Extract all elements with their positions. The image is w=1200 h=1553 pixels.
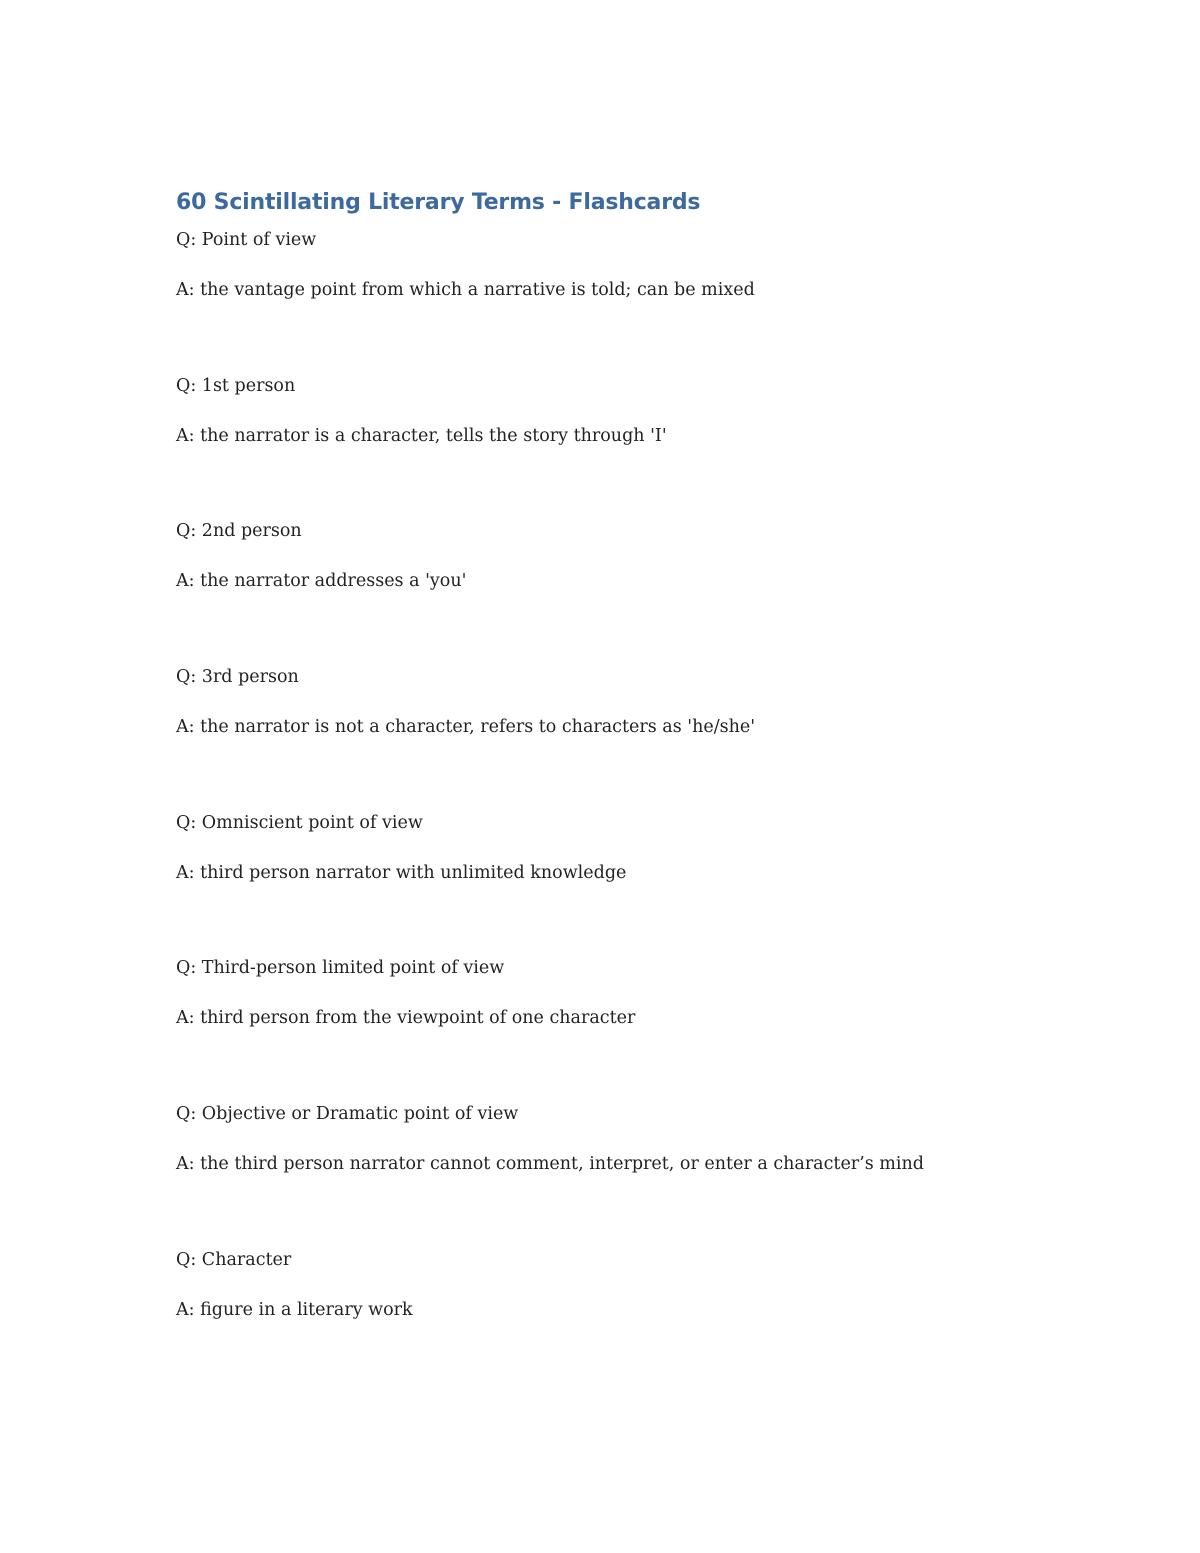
flashcard xyxy=(176,1102,1076,1248)
flashcard-question: Q: Point of view xyxy=(176,230,317,250)
flashcard-answer: A: third person from the viewpoint of one character xyxy=(176,1008,636,1029)
flashcard-question: Q: Omniscient point of view xyxy=(176,812,423,833)
flashcard xyxy=(176,519,1076,665)
flashcard-answer: A: the narrator addresses a 'you' xyxy=(176,571,467,592)
flashcard-answer: A: the vantage point from which a narrative is told; can be mixed xyxy=(176,280,755,300)
flashcard xyxy=(176,665,1076,811)
flashcard-answer: A: the narrator is a character, tells the story through 'I' xyxy=(176,425,667,446)
flashcard-answer: A: third person narrator with unlimited knowledge xyxy=(176,862,627,883)
flashcard xyxy=(176,956,1076,1102)
flashcard-question: Q: Third-person limited point of view xyxy=(176,958,505,979)
flashcard-question: Q: Objective or Dramatic point of view xyxy=(176,1104,519,1125)
flashcard-question: Q: 3rd person xyxy=(176,667,299,688)
flashcard-answer: A: the narrator is not a character, refers to characters as 'he/she' xyxy=(176,717,756,738)
flashcard-answer: A: figure in a literary work xyxy=(176,1299,413,1320)
flashcard xyxy=(176,228,1076,374)
flashcard-question: Q: Character xyxy=(176,1249,292,1270)
document-title: 60 Scintillating Literary Terms - Flashcards xyxy=(176,190,701,215)
flashcard xyxy=(176,1248,1076,1394)
flashcard xyxy=(176,811,1076,957)
flashcard-answer: A: the third person narrator cannot comment, interpret, or enter a character’s mind xyxy=(176,1154,924,1175)
flashcard-question: Q: 1st person xyxy=(176,375,296,396)
flashcard-question: Q: 2nd person xyxy=(176,521,302,542)
flashcard-list xyxy=(176,228,1076,1394)
flashcard xyxy=(176,374,1076,520)
